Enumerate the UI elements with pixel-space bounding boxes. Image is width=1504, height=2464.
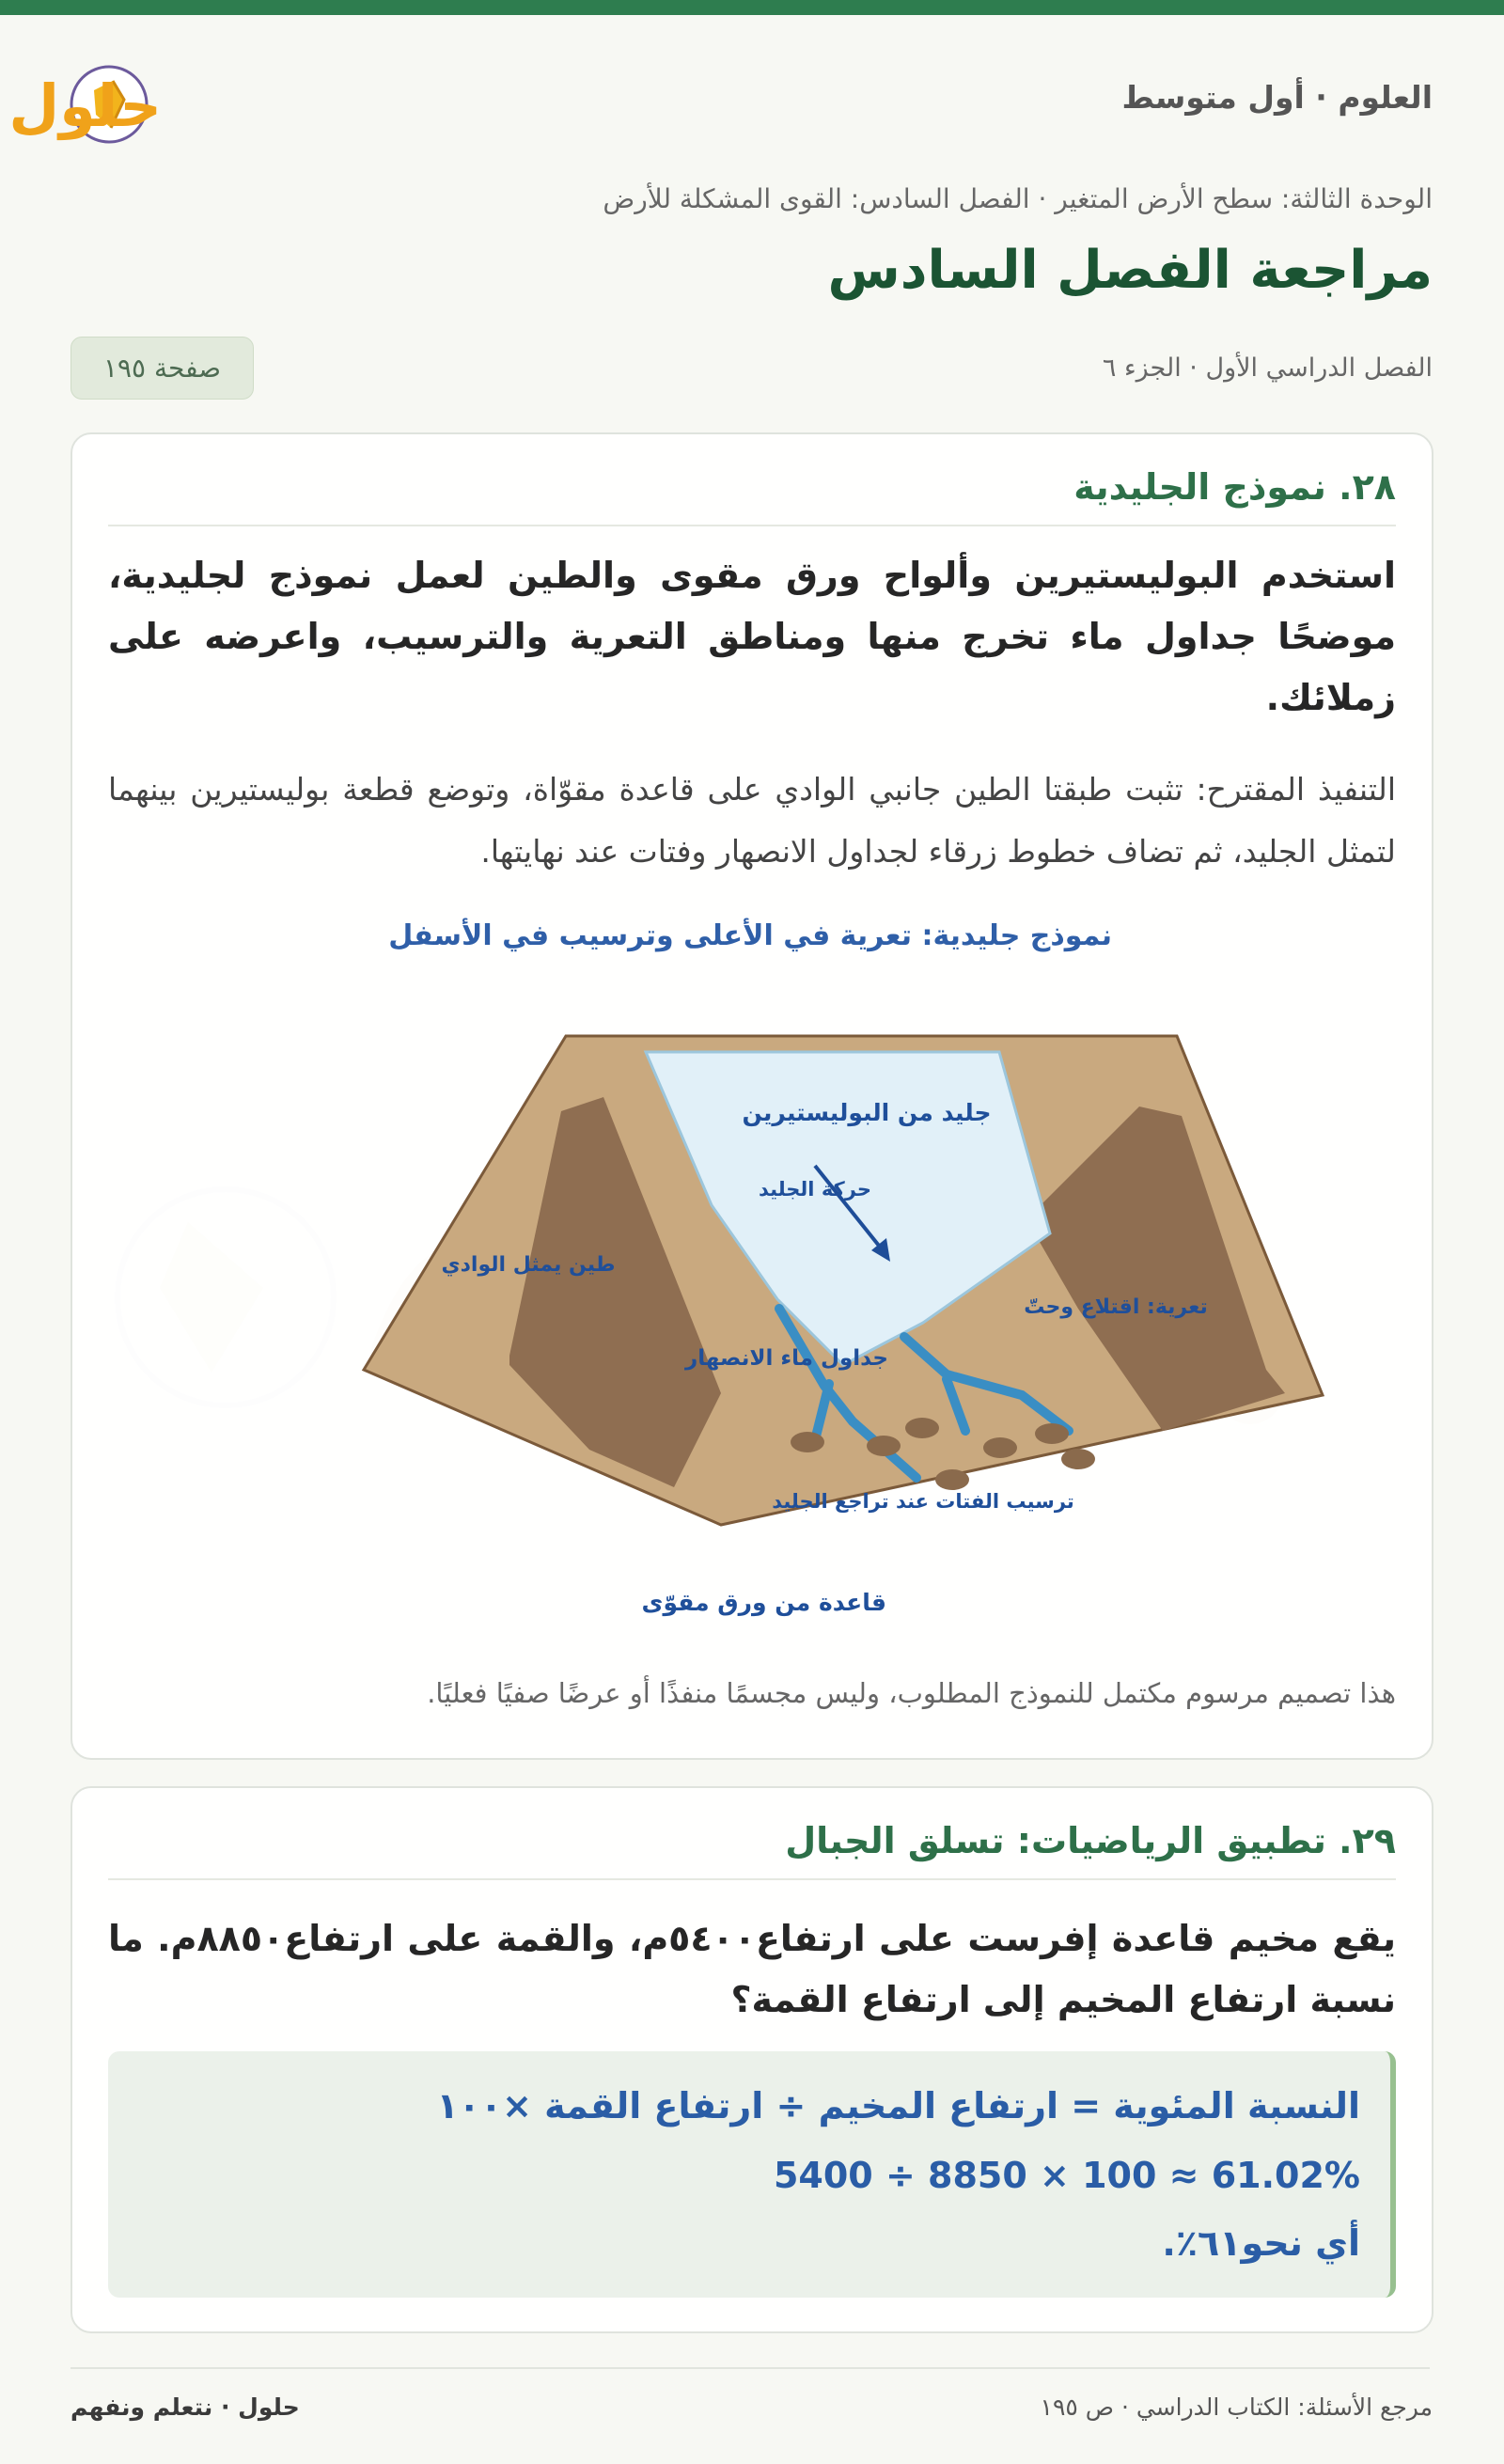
page-badge: صفحة ١٩٥: [70, 337, 254, 400]
question-29-card: [70, 1786, 1434, 2333]
figure-caption: نموذج جليدية: تعرية في الأعلى وترسيب في الأسفل: [388, 919, 1112, 952]
suggested-implementation: التنفيذ المقترح: تثبت طبقتا الطين جانبي الوادي على قاعدة مقوّاة، وتوضع قطعة بوليستيرين بينهما لتمثل الجليد، ثم تضاف خطوط زرقاء لجداول الانصهار وفتات عند نهايتها.: [108, 771, 1396, 870]
label-erosion: تعرية: اقتلاع وحتّ: [1024, 1295, 1208, 1319]
solution-line: أي نحو٦١٪.: [1162, 2222, 1360, 2264]
glacier-model-diagram: [289, 998, 1341, 1525]
label-ice-motion: حركة الجليد: [759, 1178, 871, 1201]
page-title: مراجعة الفصل السادس: [827, 240, 1433, 301]
question-29-heading: ٢٩. تطبيق الرياضيات: تسلق الجبال: [785, 1820, 1396, 1861]
logo-text: حلول: [8, 71, 162, 140]
footer-brand: حلول · نتعلم ونفهم: [70, 2393, 300, 2421]
label-deposition: ترسيب الفتات عند تراجع الجليد: [772, 1490, 1074, 1513]
label-base: قاعدة من ورق مقوّى: [641, 1589, 886, 1616]
question-28-card: [70, 432, 1434, 1760]
label-clay: طين يمثل الوادي: [441, 1253, 616, 1277]
figure-note: هذا تصميم مرسوم مكتمل للنموذج المطلوب، وليس مجسمًا منفذًا أو عرضًا صفيًا فعليًا.: [427, 1677, 1396, 1709]
question-29-text: يقع مخيم قاعدة إفرست على ارتفاع٥٤٠٠م، والقمة على ارتفاع٨٨٥٠م. ما نسبة ارتفاع المخيم إلى ارتفاع القمة؟: [108, 1918, 1397, 2020]
footer-reference: مرجع الأسئلة: الكتاب الدراسي · ص ١٩٥: [1040, 2393, 1433, 2421]
solution-box: [108, 2051, 1396, 2298]
label-ice: جليد من البوليستيرين: [742, 1099, 992, 1126]
label-streams: جداول ماء الانصهار: [684, 1346, 889, 1371]
question-28-text: استخدم البوليستيرين وألواح ورق مقوى والطين لعمل نموذج لجليدية، موضحًا جداول ماء تخرج منها ومناطق التعرية والترسيب، واعرضه على زملائك.: [108, 555, 1396, 718]
top-accent-bar: [0, 0, 1504, 15]
solution-line: 5400 ÷ 8850 × 100 ≈ 61.02%: [773, 2155, 1360, 2196]
question-28-heading: ٢٨. نموذج الجليدية: [1073, 466, 1396, 508]
solution-line: النسبة المئوية = ارتفاع المخيم ÷ ارتفاع القمة ×١٠٠: [436, 2085, 1360, 2127]
semester-label: الفصل الدراسي الأول · الجزء ٦: [1102, 353, 1433, 383]
breadcrumb: الوحدة الثالثة: سطح الأرض المتغير · الفصل السادس: القوى المشكلة للأرض: [603, 183, 1433, 214]
subject-label: العلوم · أول متوسط: [1121, 79, 1433, 116]
question-28-header: [108, 449, 1396, 526]
question-29-header: [108, 1803, 1396, 1880]
brand-logo[interactable]: [8, 53, 314, 156]
footer-divider: [70, 2367, 1430, 2369]
